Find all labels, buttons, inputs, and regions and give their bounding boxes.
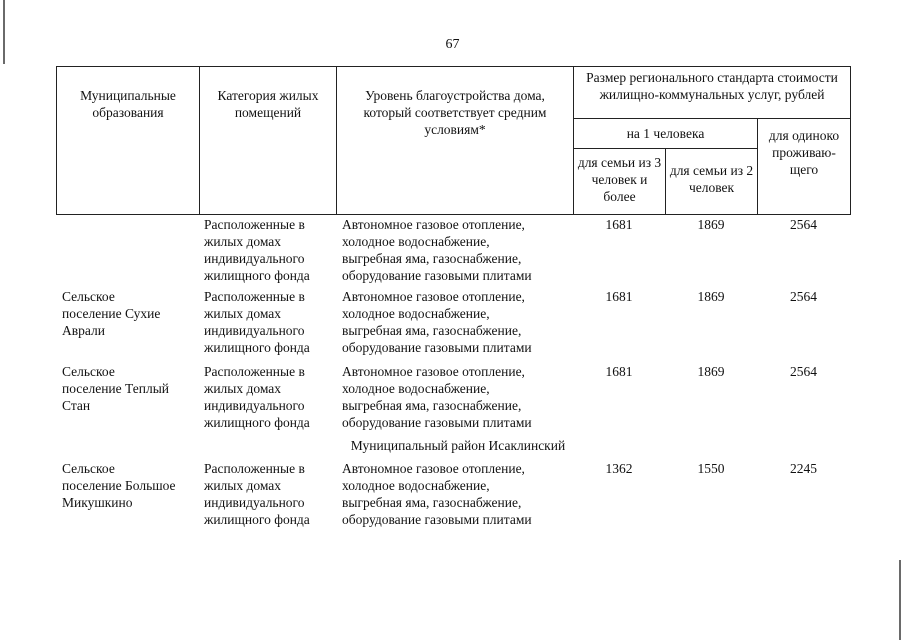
cell-municipal: Сельское поселение Сухие Аврали — [62, 289, 161, 338]
scan-right-edge — [899, 560, 901, 640]
cell-category: Расположенные в жилых домах индивидуального жилищного фонда — [204, 364, 310, 430]
cell-category: Расположенные в жилых домах индивидуального жилищного фонда — [204, 461, 310, 527]
header-level: Уровень благоустройства дома, который соответствует средним условиям* — [337, 67, 574, 215]
cell-single: 2564 — [790, 289, 817, 304]
cell-municipal: Сельское поселение Теплый Стан — [62, 364, 169, 413]
cell-level: Автономное газовое отопление, холодное водоснабжение, выгребная яма, газоснабжение, оборудование газовыми плитами — [342, 364, 532, 430]
table-body — [56, 216, 850, 536]
header-family3: для семьи из 3 человек и более — [574, 149, 666, 215]
cell-family3: 1681 — [605, 364, 633, 379]
header-family2: для семьи из 2 человек — [666, 149, 758, 215]
cell-single: 2564 — [790, 217, 817, 232]
table-header — [56, 66, 851, 215]
scan-left-edge — [3, 0, 5, 64]
cell-family3: 1681 — [605, 217, 633, 232]
cell-single: 2245 — [790, 461, 817, 476]
cell-family2: 1869 — [697, 364, 725, 379]
page-number: 67 — [445, 37, 460, 52]
table-row — [56, 288, 850, 363]
cell-municipal: Сельское поселение Большое Микушкино — [62, 461, 176, 510]
cell-category: Расположенные в жилых домах индивидуального жилищного фонда — [204, 217, 310, 283]
header-per-person: на 1 человека — [574, 119, 758, 149]
cell-family3: 1681 — [605, 289, 633, 304]
cell-single: 2564 — [790, 364, 817, 379]
cell-category: Расположенные в жилых домах индивидуального жилищного фонда — [204, 289, 310, 355]
cell-family2: 1550 — [697, 461, 725, 476]
cell-family2: 1869 — [697, 289, 725, 304]
table-row — [56, 456, 850, 536]
cell-level: Автономное газовое отопление, холодное водоснабжение, выгребная яма, газоснабжение, оборудование газовыми плитами — [342, 289, 532, 355]
header-single: для одиноко проживаю-щего — [758, 119, 851, 215]
cell-family2: 1869 — [697, 217, 725, 232]
table-row — [56, 363, 850, 436]
cell-family3: 1362 — [605, 461, 633, 476]
header-category: Категория жилых помещений — [200, 67, 337, 215]
table-row — [56, 216, 850, 288]
cell-level: Автономное газовое отопление, холодное водоснабжение, выгребная яма, газоснабжение, оборудование газовыми плитами — [342, 461, 532, 527]
header-standard: Размер регионального стандарта стоимости жилищно-коммунальных услуг, рублей — [574, 67, 851, 119]
cell-level: Автономное газовое отопление, холодное водоснабжение, выгребная яма, газоснабжение, оборудование газовыми плитами — [342, 217, 532, 283]
region-heading: Муниципальный район Исаклинский — [350, 438, 566, 453]
header-municipal: Муниципальные образования — [57, 67, 200, 215]
